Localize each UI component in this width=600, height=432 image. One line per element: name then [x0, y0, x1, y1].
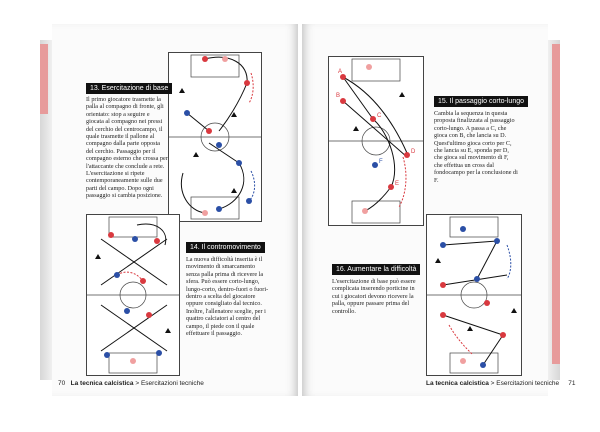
pitch-diagram-15 [328, 56, 424, 226]
exercise-13-heading: 13. Esercitazione di base [86, 83, 172, 94]
player-label-e: E [395, 181, 400, 187]
player-label-a: A [338, 69, 343, 75]
exercise-14-heading: 14. Il contromovimento [186, 242, 265, 253]
exercise-14-text: La nuova difficoltà inserita è il movimento di smarcamento senza palla prima di ricevere la sfera. Può essere corto-lungo, lungo-corto, dentro-fuori o fuori-dentro a scelta del giocatore oppure consigliato dal tecnico. Inoltre, l'allenatore sceglie, per i quattro calciatori al centro del campo, il piede con il quale effettuare il passaggio. [186, 256, 269, 338]
player-label-f: F [379, 159, 383, 165]
player-label-c: C [377, 113, 382, 119]
left-page [52, 24, 298, 396]
player-label-d: D [411, 149, 416, 155]
left-red-band [40, 44, 48, 114]
right-page [302, 24, 576, 396]
pitch-15-svg [329, 57, 423, 225]
pitch-16-svg [427, 215, 521, 375]
right-page-number: 71 [568, 380, 576, 387]
right-red-band [552, 44, 560, 364]
pitch-diagram-16 [426, 214, 522, 376]
exercise-15-text: Cambia la sequenza in questa proposta finalizzata al passaggio corto-lungo. A passa a C, che gioca con B, che lancia su D. Quest'ultimo gioca corto per C, che lancia su E, sponda per D, che gioca sul movimento di F, che effettua un cross dal fondocampo per la conclusione di F. [434, 110, 518, 184]
left-footer-title: La tecnica calcistica [70, 380, 134, 387]
left-footer-section: Esercitazioni tecniche [140, 380, 204, 387]
pitch-14-svg [87, 215, 179, 375]
player-label-b: B [336, 93, 341, 99]
right-footer-title: La tecnica calcistica [426, 380, 489, 387]
left-page-number: 70 [58, 380, 66, 387]
exercise-16-heading: 16. Aumentare la difficoltà [332, 264, 420, 275]
left-footer: 70 La tecnica calcistica > Esercitazioni tecniche [58, 380, 204, 387]
pitch-13-svg [169, 53, 261, 221]
exercise-13-text: Il primo giocatore trasmette la palla al compagno di fronte, gli orientato: stop a seguire e giocata al compagno nei pressi del cerchio del centrocampo, il quale trasmette il pallone al compagno dalla parte opposta del cerchio. Passaggio per il compagno esterno che crossa per l'attaccante che conclude a rete. L'esercitazione si ripete contemporaneamente sulle due parti del campo. Dopo ogni passaggio si cambia posizione. [86, 96, 168, 200]
exercise-16-text: L'esercitazione di base può essere complicata inserendo porticine in cui i giocatori devono ricevere la palla, oppure passare prima del controllo. [332, 278, 416, 315]
pitch-diagram-13 [168, 52, 262, 222]
pitch-diagram-14 [86, 214, 180, 376]
right-footer-section: Esercitazioni tecniche [496, 380, 560, 387]
exercise-15-heading: 15. Il passaggio corto-lungo [434, 96, 528, 107]
right-footer: La tecnica calcistica > Esercitazioni tecniche 71 [426, 380, 576, 387]
